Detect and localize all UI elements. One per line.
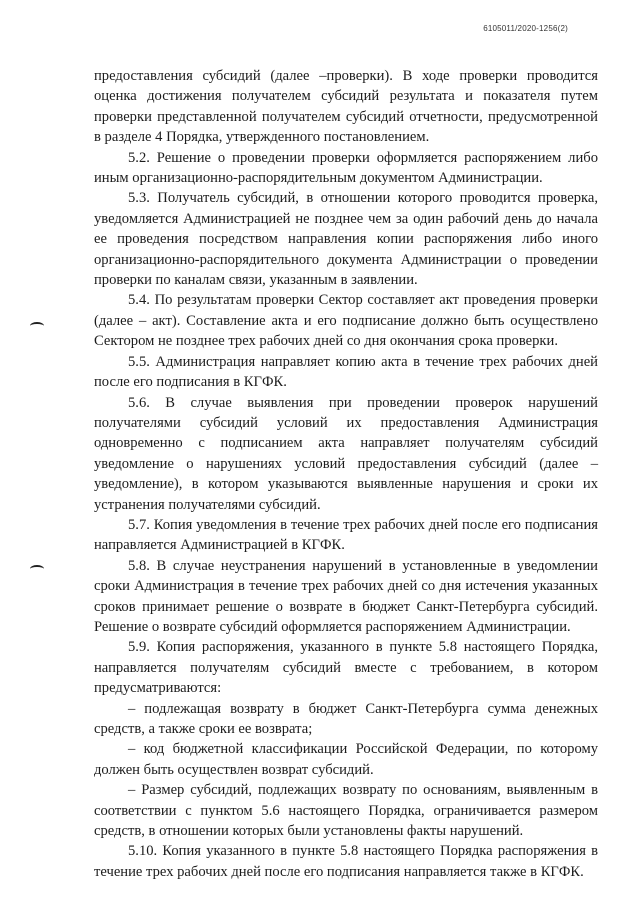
- paragraph-5-10: 5.10. Копия указанного в пункте 5.8 настоящего Порядка распоряжения в течение трех рабочих дней после его подписания направляется также в КГФК.: [94, 843, 598, 880]
- list-item: – Размер субсидий, подлежащих возврату по основаниям, выявленным в соответствии с пунктом 5.6 настоящего Порядка, ограничивается размером средств, в отношении которых были установлены факты нарушений.: [94, 782, 598, 840]
- paragraph-5-5: 5.5. Администрация направляет копию акта в течение трех рабочих дней после его подписания в КГФК.: [94, 353, 598, 391]
- margin-mark: [30, 322, 44, 330]
- paragraph-5-7: 5.7. Копия уведомления в течение трех рабочих дней после его подписания направляется Администрацией в КГФК.: [94, 516, 598, 554]
- paragraph-5-4: 5.4. По результатам проверки Сектор составляет акт проведения проверки (далее – акт). Составление акта и его подписание должно быть осуществлено Сектором не позднее трех рабочих дней со дня окончания срока проверки.: [94, 292, 598, 350]
- paragraph-5-2: 5.2. Решение о проведении проверки оформляется распоряжением либо иным организационно-распорядительным документом Администрации.: [94, 149, 598, 187]
- list-item: – код бюджетной классификации Российской Федерации, по которому должен быть осуществлен возврат субсидий.: [94, 741, 598, 778]
- paragraph-continuation: предоставления субсидий (далее –проверки). В ходе проверки проводится оценка достижения получателем субсидий результата и показателя путем проверки представленной получателем субсидий отчетности, предусмотренной в разделе 4 Порядка, утвержденного постановлением.: [94, 68, 598, 146]
- margin-mark: [30, 565, 44, 573]
- document-id: 6105011/2020-1256(2): [483, 24, 568, 33]
- document-body: [94, 66, 598, 882]
- paragraph-5-8: 5.8. В случае неустранения нарушений в установленные в уведомлении сроки Администрация в течение трех рабочих дней со дня истечения указанных сроков принимает решение о возврате в бюджет Санкт-Петербурга субсидий. Решение о возврате субсидий оформляется распоряжением Администрации.: [94, 557, 598, 635]
- list-item: – подлежащая возврату в бюджет Санкт-Петербурга сумма денежных средств, а также сроки ее возврата;: [94, 700, 598, 737]
- paragraph-5-6: 5.6. В случае выявления при проведении проверок нарушений получателями субсидий условий их предоставления Администрация одновременно с подписанием акта направляет получателям субсидий уведомление о нарушениях условий предоставления субсидий (далее – уведомление), в котором указываются выявленные нарушения и сроки их устранения получателями субсидий.: [94, 394, 598, 513]
- paragraph-5-3: 5.3. Получатель субсидий, в отношении которого проводится проверка, уведомляется Администрацией не позднее чем за один рабочий день до начала ее проведения посредством направления копии распоряжения либо иного организационно-распорядительного документа Администрации о проведении проверки по каналам связи, указанным в заявлении.: [94, 190, 598, 289]
- paragraph-5-9: 5.9. Копия распоряжения, указанного в пункте 5.8 настоящего Порядка, направляется получателям субсидий вместе с требованием, в котором предусматриваются:: [94, 639, 598, 697]
